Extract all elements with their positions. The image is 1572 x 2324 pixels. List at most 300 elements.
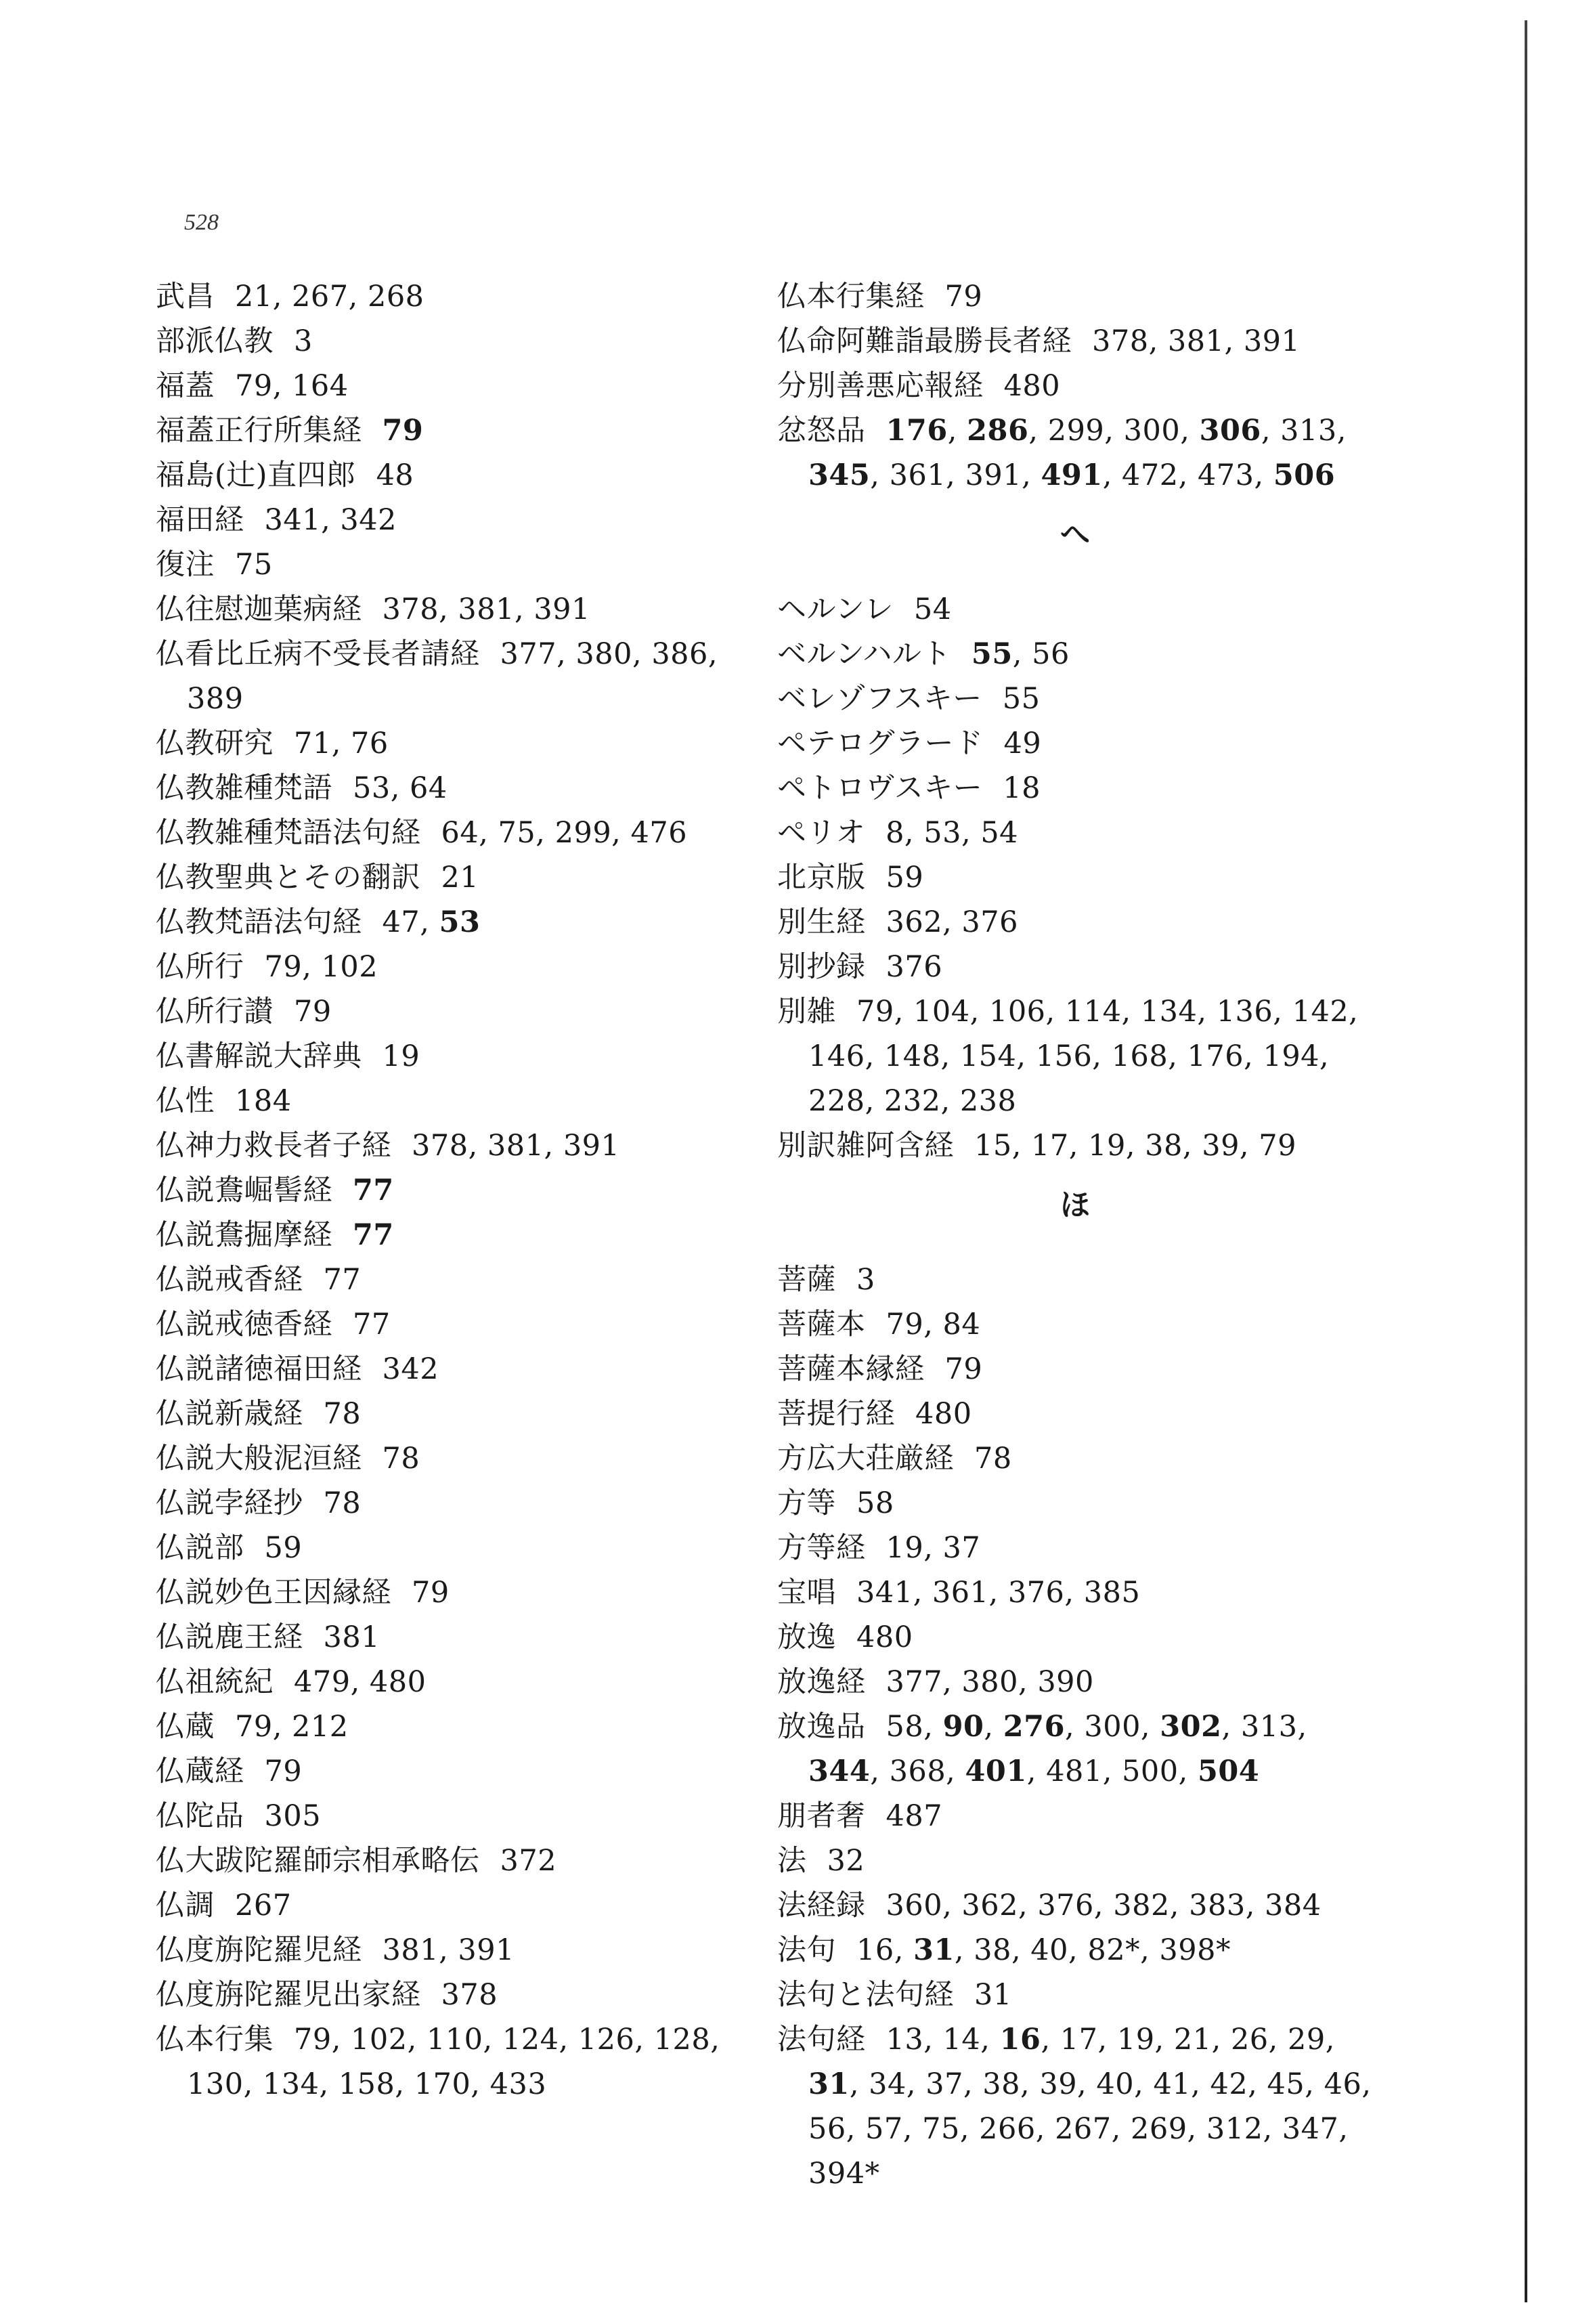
index-entry — [156, 453, 751, 498]
page-references — [856, 1620, 913, 1654]
index-term: 仏説鴦掘摩経 — [156, 1218, 332, 1252]
page-references — [235, 1084, 292, 1118]
page-ref: 378, 381, 391 — [412, 1129, 620, 1163]
page-ref-bold: 79 — [382, 414, 424, 448]
index-term: 福田経 — [156, 503, 244, 537]
index-entry — [777, 1794, 1373, 1838]
index-entry — [156, 721, 751, 766]
page-ref: 480 — [915, 1397, 972, 1431]
index-term: 仏度旃陀羅児出家経 — [156, 1978, 421, 2012]
page-references — [886, 950, 943, 984]
page-references — [914, 593, 952, 626]
index-entry — [156, 1973, 751, 2017]
index-term: 仏教雑種梵語 — [156, 771, 332, 805]
page-ref: 79 — [412, 1576, 450, 1610]
index-entry — [156, 632, 751, 721]
page-references — [324, 1620, 380, 1654]
page-ref: 79 — [944, 280, 983, 314]
index-term: 仏教雑種梵語法句経 — [156, 816, 421, 850]
page-references — [265, 1531, 303, 1565]
page-ref: 267 — [235, 1889, 292, 1922]
index-column-left — [156, 274, 751, 2107]
page-ref: 18 — [1003, 771, 1041, 805]
page-ref: 79, 104, 106, 114, 134, 136, 142, 146, 148, 154, 156, 168, 176, 194, 228, 232, 238 — [808, 995, 1359, 1118]
page-ref: 8, 53, 54 — [886, 816, 1019, 850]
group-ho — [777, 1257, 1373, 2196]
index-term: ベルンハルト — [777, 637, 951, 671]
page-references — [441, 816, 688, 850]
page-ref: 21, 267, 268 — [235, 280, 424, 314]
page-ref-bold: 31 — [808, 2067, 850, 2101]
page-references — [886, 1308, 981, 1341]
page-ref: 55 — [1002, 682, 1041, 716]
page-references — [1004, 727, 1042, 760]
page-ref: 59 — [264, 1531, 303, 1565]
index-entry — [777, 632, 1373, 676]
index-entry — [156, 498, 751, 542]
index-entry — [777, 989, 1373, 1123]
index-entry — [156, 1213, 751, 1257]
page-references — [886, 861, 924, 895]
page-ref: 480 — [1003, 369, 1061, 403]
page-references — [412, 1129, 619, 1163]
page-references — [974, 1978, 1012, 2012]
page-ref: 47, — [382, 905, 439, 939]
index-entry — [777, 676, 1373, 721]
page-references — [856, 1486, 894, 1520]
index-term: 仏度旃陀羅児経 — [156, 1933, 362, 1967]
page-ref: 16, — [856, 1933, 914, 1967]
index-entry — [156, 2017, 751, 2107]
page-ref: 342 — [382, 1352, 439, 1386]
index-term: 北京版 — [777, 861, 866, 895]
index-entry — [777, 319, 1373, 364]
index-entry — [156, 1794, 751, 1838]
index-term: ヘルンレ — [777, 593, 894, 626]
page-ref: 79, 84 — [886, 1308, 981, 1341]
page-ref-bold: 31 — [913, 1933, 955, 1967]
index-entry — [777, 900, 1373, 945]
index-entry — [156, 1034, 751, 1079]
page-ref: 78 — [323, 1397, 362, 1431]
page-ref-bold: 176 — [886, 414, 948, 448]
index-entry — [777, 1838, 1373, 1883]
page-references — [441, 861, 479, 895]
index-term: 方等 — [777, 1486, 836, 1520]
index-entry — [156, 1079, 751, 1123]
index-entry — [777, 364, 1373, 408]
index-term: 仏本行集経 — [777, 280, 925, 314]
index-entry — [156, 989, 751, 1034]
index-column-right — [777, 274, 1373, 2196]
page-ref: 305 — [264, 1799, 322, 1833]
index-entry — [777, 1526, 1373, 1570]
index-entry — [777, 1436, 1373, 1481]
index-term: 別訳雑阿含経 — [777, 1129, 954, 1163]
page-ref: 372 — [500, 1844, 557, 1878]
index-entry — [777, 408, 1373, 498]
index-term: 福島(辻)直四郎 — [156, 458, 356, 492]
index-term: 法句経 — [777, 2023, 866, 2057]
page-ref-bold: 77 — [353, 1218, 394, 1252]
page-ref: , 361, 391, — [870, 458, 1041, 492]
page-ref-bold: 53 — [439, 905, 481, 939]
page-ref-bold: 276 — [1003, 1710, 1066, 1744]
page-ref-bold: 90 — [942, 1710, 984, 1744]
page-ref: 13, 14, — [886, 2023, 1000, 2057]
index-term: 復注 — [156, 548, 215, 582]
page-ref: 79, 102, 110, 124, 126, 128, 130, 134, 158, 170, 433 — [187, 2023, 720, 2101]
page-ref-bold: 491 — [1041, 458, 1103, 492]
page-references — [265, 503, 397, 537]
page-ref: 79 — [294, 995, 332, 1029]
index-term: 放逸 — [777, 1620, 836, 1654]
page-ref-bold: 77 — [353, 1174, 394, 1207]
index-entry — [777, 721, 1373, 766]
page-references — [886, 1889, 1322, 1922]
page-references — [886, 1531, 981, 1565]
page-ref: 381, 391 — [382, 1933, 515, 1967]
index-entry — [156, 1392, 751, 1436]
page-ref: 78 — [323, 1486, 362, 1520]
index-term: 仏所行 — [156, 950, 244, 984]
index-term: 法 — [777, 1844, 807, 1878]
index-entry — [156, 1257, 751, 1302]
index-entry — [156, 945, 751, 989]
page-references — [383, 593, 590, 626]
page-ref: 341, 342 — [264, 503, 397, 537]
page-references — [324, 1486, 362, 1520]
index-term: 仏説大般泥洹経 — [156, 1442, 362, 1476]
index-entry — [777, 1883, 1373, 1928]
page-ref: 378 — [441, 1978, 498, 2012]
index-term: 方広大荘厳経 — [777, 1442, 954, 1476]
index-term: 仏説戒香経 — [156, 1263, 303, 1297]
page-ref: 79, 164 — [235, 369, 349, 403]
page-references — [265, 1799, 322, 1833]
index-term: 仏説新歳経 — [156, 1397, 303, 1431]
page-references — [827, 1844, 865, 1878]
page-references — [235, 280, 424, 314]
index-term: 仏説鹿王経 — [156, 1620, 303, 1654]
index-entry — [156, 1168, 751, 1213]
index-term: 仏調 — [156, 1889, 215, 1922]
index-term: 放逸品 — [777, 1710, 866, 1744]
page-references — [886, 1665, 1094, 1699]
index-term: 福蓋正行所集経 — [156, 414, 362, 448]
index-entry — [156, 408, 751, 453]
index-term: 仏大跋陀羅師宗相承略伝 — [156, 1844, 480, 1878]
page-ref: 75 — [235, 548, 273, 582]
index-term: ペテログラード — [777, 727, 984, 760]
index-term: 仏説諸徳福田経 — [156, 1352, 362, 1386]
index-entry — [156, 811, 751, 855]
index-entry — [156, 766, 751, 811]
page-ref-bold: 506 — [1273, 458, 1336, 492]
index-entry — [777, 811, 1373, 855]
page-ref: , 300, — [1065, 1710, 1160, 1744]
index-term: 法句 — [777, 1933, 836, 1967]
page-references — [383, 1039, 420, 1073]
index-term: 仏看比丘病不受長者請経 — [156, 637, 480, 671]
index-entry — [156, 1838, 751, 1883]
page-references — [1003, 771, 1041, 805]
page-ref: 32 — [827, 1844, 865, 1878]
index-entry — [156, 1615, 751, 1660]
page-ref: 3 — [856, 1263, 875, 1297]
index-entry — [777, 1615, 1373, 1660]
page-references — [856, 1933, 1231, 1967]
index-term: 仏説部 — [156, 1531, 244, 1565]
page-ref: 378, 381, 391 — [1092, 324, 1301, 358]
page-references — [353, 1308, 391, 1341]
page-references — [974, 1129, 1296, 1163]
index-entry — [777, 1347, 1373, 1392]
page-references — [945, 280, 983, 314]
index-entry — [156, 1570, 751, 1615]
page-references — [886, 905, 1018, 939]
page-ref: 15, 17, 19, 38, 39, 79 — [974, 1129, 1296, 1163]
page-references — [886, 1799, 943, 1833]
page-ref: , 299, 300, — [1028, 414, 1200, 448]
page-ref-bold: 345 — [808, 458, 871, 492]
page-ref: , — [984, 1710, 1003, 1744]
section-heading-he: へ — [1060, 517, 1090, 552]
page-ref: 79 — [944, 1352, 983, 1386]
page-ref-bold: 302 — [1160, 1710, 1222, 1744]
index-entry — [777, 1481, 1373, 1526]
page-references — [915, 1397, 972, 1431]
page-ref: , 313, — [1261, 414, 1347, 448]
index-term: 福蓋 — [156, 369, 215, 403]
page-ref: 184 — [235, 1084, 292, 1118]
page-references — [235, 369, 349, 403]
page-references — [808, 1710, 1307, 1788]
page-ref: 381 — [323, 1620, 380, 1654]
page-ref: 21 — [441, 861, 479, 895]
index-entry — [777, 855, 1373, 900]
page-ref: 378, 381, 391 — [382, 593, 590, 626]
index-entry — [777, 1928, 1373, 1973]
index-term: 仏教聖典とその翻訳 — [156, 861, 421, 895]
page-references — [383, 1933, 515, 1967]
page-ref: 79 — [264, 1755, 303, 1788]
index-entry — [156, 1883, 751, 1928]
page-ref: 59 — [886, 861, 924, 895]
page-references — [808, 995, 1358, 1118]
page-references — [235, 1710, 349, 1744]
index-term: 仏陀品 — [156, 1799, 244, 1833]
page-references — [500, 1844, 557, 1878]
index-term: 仏説孛経抄 — [156, 1486, 303, 1520]
page-references — [294, 995, 332, 1029]
page-ref: 479, 480 — [294, 1665, 427, 1699]
page-references — [235, 548, 273, 582]
index-term: 放逸経 — [777, 1665, 866, 1699]
index-entry — [156, 1302, 751, 1347]
page-references — [808, 2023, 1372, 2191]
page-ref: 77 — [353, 1308, 391, 1341]
page-references — [294, 324, 313, 358]
index-term: 法句と法句経 — [777, 1978, 954, 2012]
page-ref: , 56 — [1012, 637, 1070, 671]
page-ref: 77 — [323, 1263, 362, 1297]
page-ref: 376 — [886, 950, 943, 984]
page-references — [971, 637, 1070, 671]
index-term: 別生経 — [777, 905, 866, 939]
page-references — [856, 1263, 875, 1297]
page-references — [856, 1576, 1140, 1610]
page-ref-bold: 286 — [967, 414, 1029, 448]
index-term: 仏書解説大辞典 — [156, 1039, 362, 1073]
page-ref: 58, — [886, 1710, 943, 1744]
index-term: ペリオ — [777, 816, 866, 850]
group-fu-continued — [777, 274, 1373, 498]
page-ref: 79, 102 — [264, 950, 378, 984]
page-references — [376, 458, 414, 492]
page-ref: 64, 75, 299, 476 — [441, 816, 688, 850]
index-entry — [777, 587, 1373, 632]
index-entry — [156, 900, 751, 945]
index-term: 仏蔵経 — [156, 1755, 244, 1788]
index-entry — [777, 766, 1373, 811]
index-term: ペトロヴスキー — [777, 771, 983, 805]
index-entry — [156, 855, 751, 900]
index-entry — [156, 1660, 751, 1704]
page-references — [324, 1263, 362, 1297]
index-term: 別抄録 — [777, 950, 866, 984]
page-references — [1004, 369, 1061, 403]
index-term: 仏蔵 — [156, 1710, 215, 1744]
page-ref: 78 — [382, 1442, 420, 1476]
page-ref: , 34, 37, 38, 39, 40, 41, 42, 45, 46, 56, 57, 75, 266, 267, 269, 312, 347, 394* — [808, 2067, 1372, 2191]
page-references — [353, 771, 447, 805]
page-references — [1003, 682, 1041, 716]
index-term: 仏往慰迦葉病経 — [156, 593, 362, 626]
page-ref: 48 — [376, 458, 414, 492]
page-ref: , 481, 500, — [1026, 1755, 1198, 1788]
page-references — [265, 1755, 303, 1788]
index-entry — [777, 1302, 1373, 1347]
index-term: 仏説鴦崛髻経 — [156, 1174, 332, 1207]
page-ref: 19 — [382, 1039, 420, 1073]
page-ref: 78 — [974, 1442, 1012, 1476]
page-ref: 362, 376 — [886, 905, 1018, 939]
group-he — [777, 587, 1373, 1168]
index-term: 仏神力救長者子経 — [156, 1129, 391, 1163]
page-references — [265, 950, 378, 984]
page-references — [383, 414, 424, 448]
index-term: 分別善悪応報経 — [777, 369, 984, 403]
page-ref: 58 — [856, 1486, 894, 1520]
page-references — [235, 1889, 292, 1922]
index-entry — [777, 1704, 1373, 1794]
index-entry — [156, 1749, 751, 1794]
index-term: 別雑 — [777, 995, 836, 1029]
page-ref: 54 — [913, 593, 952, 626]
page-ref-bold: 504 — [1197, 1755, 1260, 1788]
page-ref: 79, 212 — [235, 1710, 349, 1744]
index-entry — [777, 1257, 1373, 1302]
index-term: 武昌 — [156, 280, 215, 314]
page-number: 528 — [184, 210, 219, 235]
index-term: 仏祖統紀 — [156, 1665, 274, 1699]
page-references — [383, 905, 481, 939]
page-ref: 31 — [974, 1978, 1012, 2012]
index-entry — [777, 945, 1373, 989]
index-entry — [777, 1973, 1373, 2017]
index-entry — [777, 1570, 1373, 1615]
page-ref: 480 — [856, 1620, 913, 1654]
page-references — [808, 414, 1347, 492]
page-ref: , — [947, 414, 967, 448]
index-entry — [777, 1392, 1373, 1436]
page-references — [974, 1442, 1012, 1476]
page-references — [441, 1978, 498, 2012]
page-references — [945, 1352, 983, 1386]
page-ref: , 313, — [1221, 1710, 1307, 1744]
page-ref-bold: 16 — [999, 2023, 1041, 2057]
page-ref: 377, 380, 386, 389 — [187, 637, 718, 716]
index-term: 菩薩本 — [777, 1308, 866, 1341]
page-ref: 19, 37 — [886, 1531, 981, 1565]
page-references — [383, 1352, 439, 1386]
index-entry — [156, 1481, 751, 1526]
page-ref: 49 — [1003, 727, 1042, 760]
index-entry — [777, 1123, 1373, 1168]
index-entry — [156, 1704, 751, 1749]
page-ref-bold: 55 — [971, 637, 1013, 671]
page-ref: 360, 362, 376, 382, 383, 384 — [886, 1889, 1322, 1922]
index-entry — [156, 542, 751, 587]
index-term: 菩薩 — [777, 1263, 836, 1297]
index-term: 菩提行経 — [777, 1397, 895, 1431]
index-term: 仏性 — [156, 1084, 215, 1118]
index-term: 仏本行集 — [156, 2023, 274, 2057]
page-ref: , 38, 40, 82*, 398* — [954, 1933, 1231, 1967]
index-entry — [777, 1660, 1373, 1704]
index-term: 仏教研究 — [156, 727, 274, 760]
index-term: 朋者奢 — [777, 1799, 866, 1833]
binding-edge-line — [1525, 20, 1527, 2302]
page-ref: , 368, — [870, 1755, 965, 1788]
page-references — [1092, 324, 1300, 358]
index-entry — [156, 1347, 751, 1392]
index-term: ベレゾフスキー — [777, 682, 982, 716]
index-entry — [156, 1928, 751, 1973]
page-ref: 71, 76 — [294, 727, 389, 760]
page-ref: 487 — [886, 1799, 943, 1833]
index-term: 仏説妙色王因縁経 — [156, 1576, 391, 1610]
page-ref: 377, 380, 390 — [886, 1665, 1094, 1699]
index-entry — [156, 1526, 751, 1570]
index-entry — [156, 319, 751, 364]
page-ref-bold: 306 — [1199, 414, 1261, 448]
index-term: 部派仏教 — [156, 324, 274, 358]
index-entry — [777, 2017, 1373, 2196]
page-ref-bold: 344 — [808, 1755, 871, 1788]
index-entry — [156, 364, 751, 408]
index-term: 菩薩本縁経 — [777, 1352, 925, 1386]
page-ref: 53, 64 — [353, 771, 447, 805]
index-term: 方等経 — [777, 1531, 866, 1565]
index-term: 仏説戒徳香経 — [156, 1308, 332, 1341]
index-term: 忿怒品 — [777, 414, 866, 448]
page-references — [383, 1442, 420, 1476]
page-references — [324, 1397, 362, 1431]
page-ref: 341, 361, 376, 385 — [856, 1576, 1141, 1610]
index-entry — [156, 274, 751, 319]
